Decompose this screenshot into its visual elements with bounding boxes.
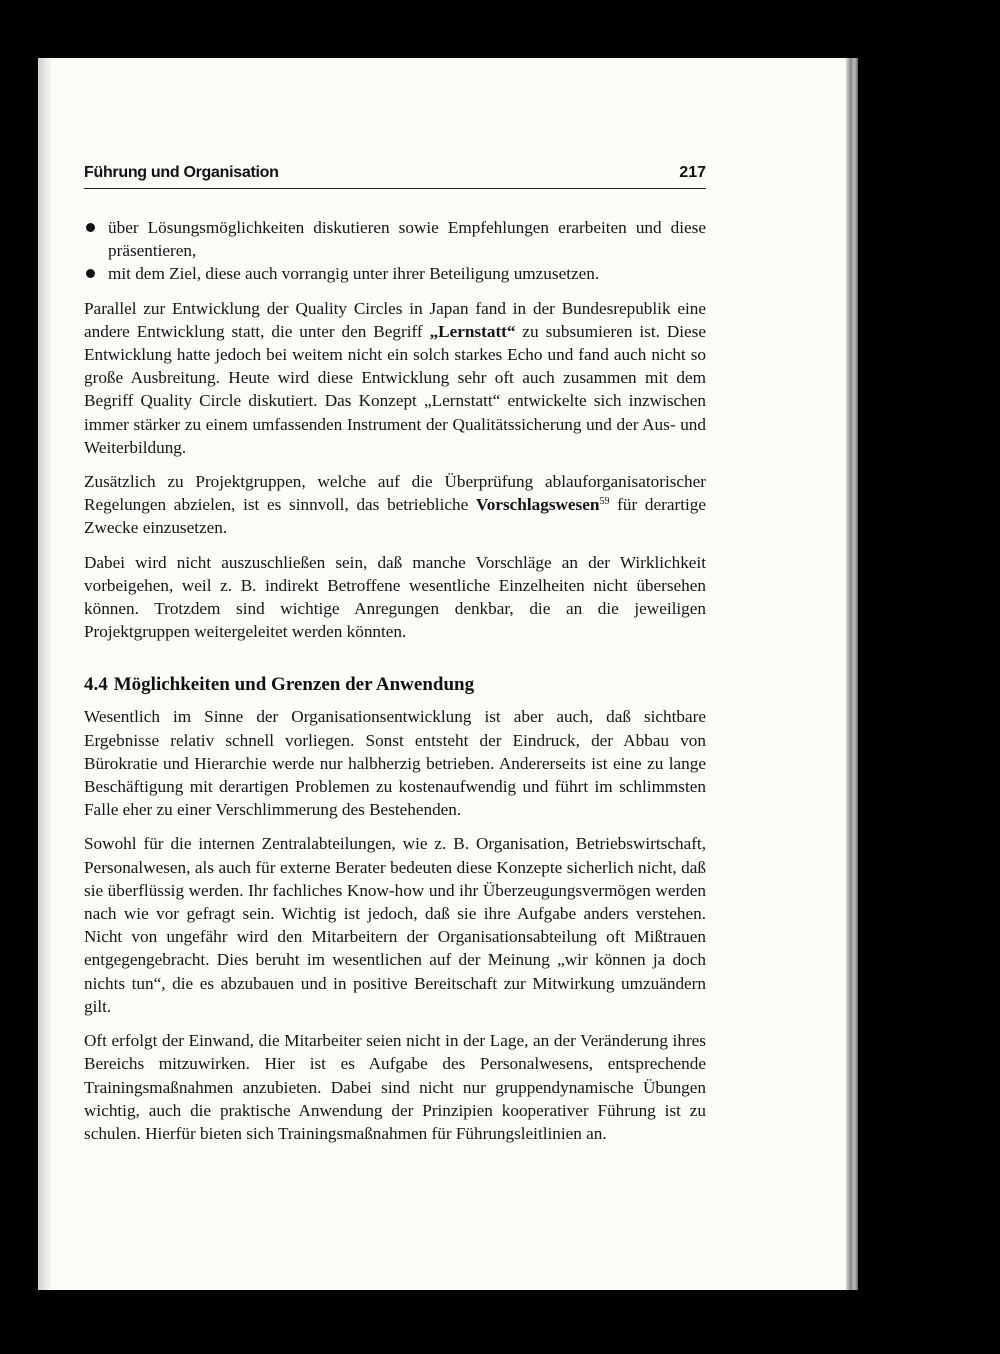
- paragraph-text: für derartige Zwecke einzusetzen.: [84, 495, 706, 538]
- bullet-list: [84, 216, 706, 286]
- paragraph-text: Oft erfolgt der Einwand, die Mitarbeiter seien nicht in der Lage, an der Veränderung ihres Bereichs mitzuwirken. Hier ist es Aufgabe des Personalwesens, entsprechende Trainingsmaßnahmen anzubieten. Dabei sind nicht nur gruppendynamische Übungen wichtig, auch die praktische Anwendung der Prinzipien kooperativer Führung ist zu schulen. Hierfür bieten sich Trainingsmaßnahmen für Führungsleitlinien an.: [84, 1031, 706, 1143]
- paragraph-lernstatt: [84, 297, 706, 459]
- list-item-text: über Lösungsmöglichkeiten diskutieren sowie Empfehlungen erarbeiten und diese präsentieren,: [108, 218, 706, 261]
- paragraph-text: Parallel zur Entwicklung der Quality Circles in Japan fand in der Bundesrepublik eine andere Entwicklung statt, die unter den Begriff: [84, 298, 706, 341]
- section-heading: [84, 673, 706, 697]
- footnote-marker: 59: [599, 496, 610, 508]
- section-title: Möglichkeiten und Grenzen der Anwendung: [113, 674, 475, 696]
- paragraph-text: zu subsumieren ist. Diese Entwicklung hatte jedoch bei weitem nicht ein solch starkes Echo und fand auch nicht so große Ausbreitung. Heute wird diese Entwicklung sehr oft auch zusammen mit dem Begriff Quality Circle diskutiert. Das Konzept „Lernstatt“ entwickelte sich inzwischen immer stärker zu einem umfassenden Instrument der Qualitätssicherung und der Aus- und Weiterbildung.: [84, 321, 706, 457]
- list-item-text: mit dem Ziel, diese auch vorrangig unter ihrer Beteiligung umzusetzen.: [108, 264, 600, 284]
- bullet-icon: [86, 223, 95, 232]
- list-item: [84, 262, 706, 285]
- term-lernstatt: „Lernstatt“: [429, 321, 516, 341]
- paragraph-text: Wesentlich im Sinne der Organisationsentwicklung ist aber auch, daß sichtbare Ergebnisse relativ schnell vorliegen. Sonst entsteht der Eindruck, der Abbau von Bürokratie und Hierarchie werde nur halbherzig betrieben. Andererseits ist eine zu lange Beschäftigung mit derartigen Problemen zu kostenaufwendig und führt im schlimmsten Falle eher zu einer Verschlimmerung des Bestehenden.: [84, 707, 706, 820]
- page-gutter-shadow: [38, 58, 52, 1290]
- section-number: 4.4: [84, 674, 108, 696]
- bullet-icon: [86, 269, 95, 278]
- paragraph-text: Dabei wird nicht auszuschließen sein, daß manche Vorschläge an der Wirklichkeit vorbeigehen, weil z. B. indirekt Betroffene wesentliche Einzelheiten nicht übersehen können. Trotzdem sind wichtige Anregungen denkbar, die an die jeweiligen Projektgruppen weitergeleitet werden könnten.: [84, 552, 706, 642]
- list-item: [84, 216, 706, 262]
- paragraph-text: Sowohl für die internen Zentralabteilungen, wie z. B. Organisation, Betriebswirtschaft, Personalwesen, als auch für externe Berater bedeuten diese Konzepte sicherlich nicht, daß sie überflüssig werden. Ihr fachliches Know-how und ihr Überzeugungsvermögen werden nach wie vor gefragt sein. Wichtig ist jedoch, daß sie ihre Aufgabe anders verstehen. Nicht von ungefähr wird den Mitarbeitern der Organisationsabteilung oft Mißtrauen entgegengebracht. Dies beruht im wesentlichen auf der Meinung „wir können ja doch nichts tun“, die es abzubauen und in positive Bereitschaft zur Mitwirkung umzuändern gilt.: [84, 834, 706, 1016]
- page-edge: [846, 58, 858, 1290]
- page-body: [84, 216, 706, 1156]
- running-header: [84, 162, 706, 189]
- page-number: 217: [679, 164, 706, 181]
- term-vorschlagswesen: Vorschlagswesen: [475, 495, 600, 515]
- paragraph-text: Zusätzlich zu Projektgruppen, welche auf die Überprüfung ablauforganisatorischer Regelungen abzielen, ist es sinnvoll, das betriebliche: [84, 472, 706, 515]
- running-header-title: Führung und Organisation: [84, 164, 279, 181]
- paragraph-vorschlagswesen: [84, 470, 706, 540]
